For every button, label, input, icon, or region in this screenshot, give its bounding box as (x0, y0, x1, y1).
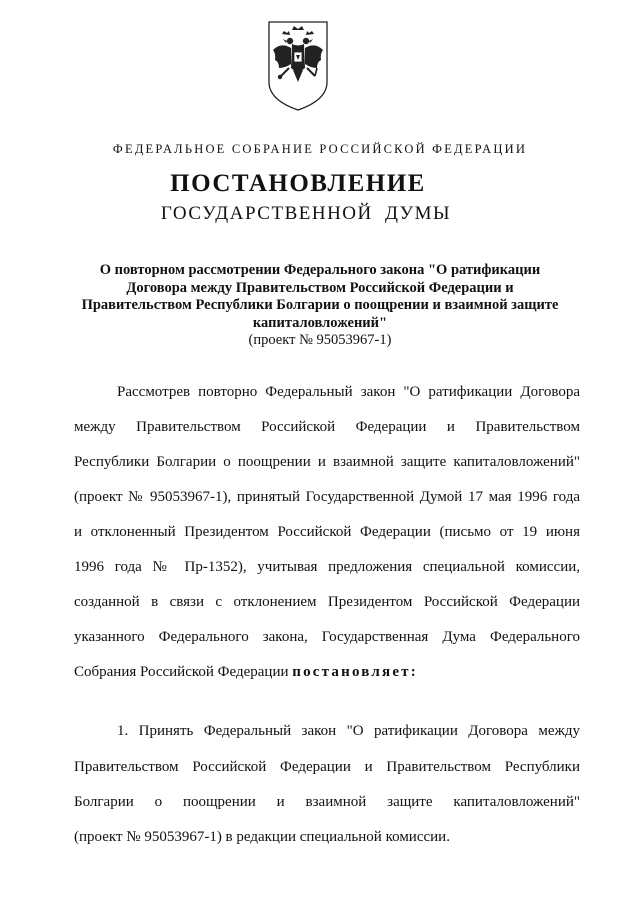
preamble-line: (проект № 95053967-1), принятый Государственной Думой 17 мая 1996 года (74, 489, 580, 505)
item1-line: Болгарии о поощрении и взаимной защите капиталовложений" (74, 794, 580, 810)
title-line: капиталовложений" (252, 314, 388, 331)
document-type: ПОСТАНОВЛЕНИЕ (170, 170, 426, 197)
document-issuer: ГОСУДАРСТВЕННОЙ ДУМЫ (160, 203, 452, 224)
preamble-line: указанного Федерального закона, Государственная Дума Федерального (74, 629, 580, 645)
preamble-line: Собрания Российской Федерации (74, 664, 293, 680)
preamble-line: Рассмотрев повторно Федеральный закон "О ратификации Договора (117, 384, 580, 400)
item1-line: (проект № 95053967-1) в редакции специальной комиссии. (74, 829, 450, 845)
resolves-word: постановляет: (292, 664, 418, 680)
project-number: (проект № 95053967-1) (248, 332, 392, 348)
preamble-line: Республики Болгарии о поощрении и взаимной защите капиталовложений" (74, 454, 580, 470)
preamble-line: созданной в связи с отклонением Президентом Российской Федерации (74, 594, 580, 610)
russian-coat-of-arms-icon (267, 20, 329, 112)
item1-line: 1. Принять Федеральный закон "О ратификации Договора между (117, 723, 580, 739)
item1-line: Правительством Российской Федерации и Правительством Республики (74, 759, 580, 775)
title-line: Правительством Республики Болгарии о поощрении и взаимной защите (81, 297, 559, 313)
preamble-last-line (74, 664, 580, 681)
title-line: Договора между Правительством Российской Федерации и (126, 279, 514, 296)
assembly-name: ФЕДЕРАЛЬНОЕ СОБРАНИЕ РОССИЙСКОЙ ФЕДЕРАЦИИ (112, 142, 528, 156)
preamble-line: и отклоненный Президентом Российской Федерации (письмо от 19 июня (74, 524, 580, 540)
preamble-line: между Правительством Российской Федерации и Правительством (74, 419, 580, 435)
document-title (60, 262, 580, 332)
preamble-line: 1996 года № Пр-1352), учитывая предложения специальной комиссии, (74, 559, 580, 575)
title-line: О повторном рассмотрении Федерального закона "О ратификации (99, 262, 541, 278)
